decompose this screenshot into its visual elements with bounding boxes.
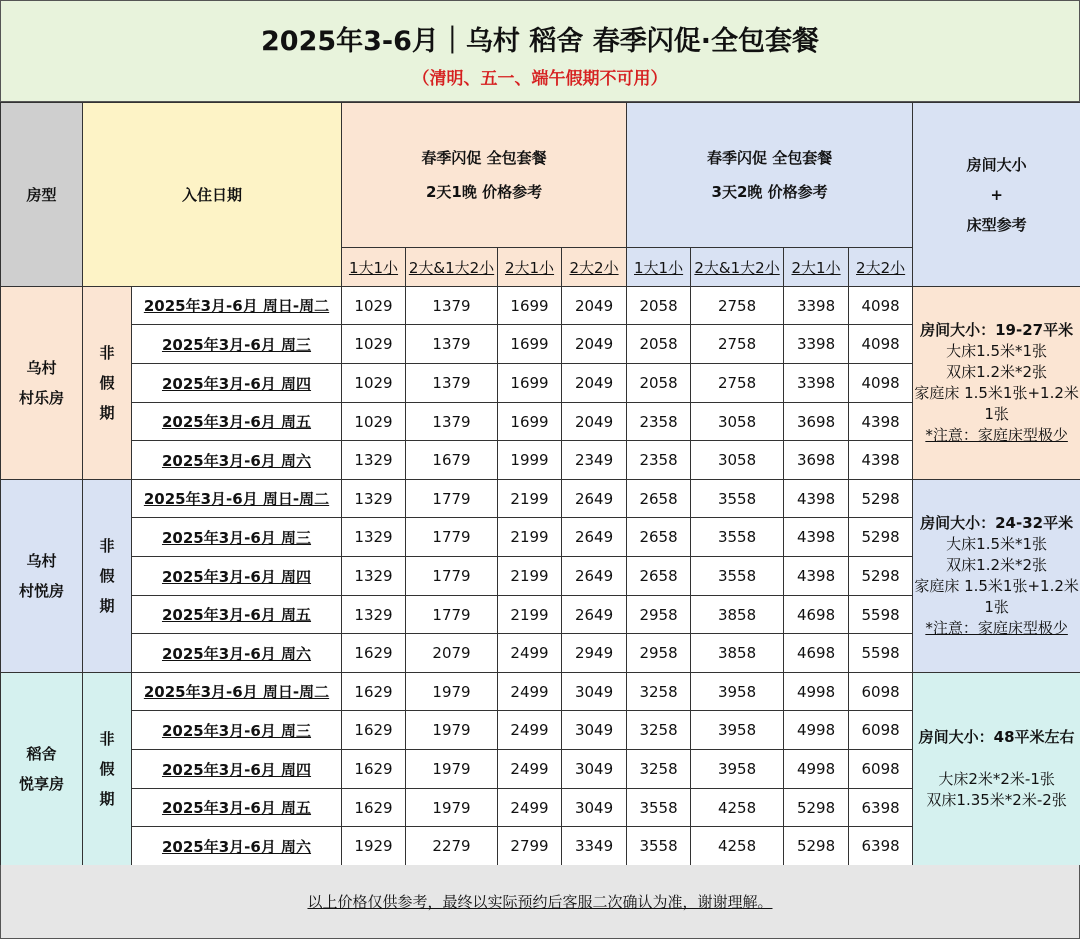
price-cell: 3858: [691, 596, 784, 634]
table-row: [1, 673, 1080, 711]
price-cell: 3958: [691, 711, 784, 750]
price-cell: 3258: [627, 711, 691, 750]
header-room-type: 房型: [1, 103, 83, 287]
price-cell: 5298: [849, 518, 913, 557]
price-cell: 2349: [562, 441, 627, 480]
price-cell: 1029: [342, 325, 406, 364]
price-cell: 1979: [406, 750, 498, 789]
date-cell: 2025年3月-6月 周三: [132, 518, 342, 557]
price-cell: 4098: [849, 364, 913, 403]
price-cell: 3349: [562, 827, 627, 866]
period-char: 期: [99, 404, 115, 422]
price-cell: 2758: [691, 287, 784, 325]
period-char: 非: [99, 730, 115, 748]
price-cell: 2649: [562, 557, 627, 596]
price-cell: 2499: [498, 673, 562, 711]
price-cell: 2949: [562, 634, 627, 673]
price-cell: 1329: [342, 480, 406, 518]
price-cell: 4398: [784, 518, 849, 557]
price-cell: 3049: [562, 673, 627, 711]
price-cell: 2958: [627, 634, 691, 673]
price-cell: 1979: [406, 673, 498, 711]
price-cell: 1779: [406, 480, 498, 518]
price-cell: 3958: [691, 673, 784, 711]
price-cell: 1379: [406, 287, 498, 325]
room-name-line: 乌村: [26, 552, 57, 570]
price-cell: 4258: [691, 827, 784, 866]
header-package-2d1n-line2: 2天1晚 价格参考: [425, 183, 543, 201]
period-char: 假: [99, 567, 115, 585]
header-room-size: [913, 103, 1080, 287]
price-cell: 1779: [406, 518, 498, 557]
price-cell: 2049: [562, 403, 627, 441]
room-type-cell: [1, 287, 83, 480]
price-cell: 1029: [342, 403, 406, 441]
price-cell: 2279: [406, 827, 498, 866]
price-cell: 3558: [627, 789, 691, 827]
room-type-cell: [1, 673, 83, 866]
price-cell: 2079: [406, 634, 498, 673]
date-cell: 2025年3月-6月 周五: [132, 403, 342, 441]
price-cell: 1379: [406, 325, 498, 364]
price-cell: 1029: [342, 364, 406, 403]
price-cell: 1929: [342, 827, 406, 866]
room-type-cell: [1, 480, 83, 673]
header-package-3d2n: [627, 103, 913, 248]
price-cell: 3558: [691, 480, 784, 518]
period-char: 假: [99, 374, 115, 392]
subheader-3d2n-col-1: 1大1小: [627, 248, 691, 287]
table-row: [1, 480, 1080, 518]
price-cell: 2499: [498, 711, 562, 750]
price-cell: 3049: [562, 711, 627, 750]
date-cell: 2025年3月-6月 周三: [132, 325, 342, 364]
price-cell: 1329: [342, 441, 406, 480]
room-size-cell: [913, 480, 1080, 673]
subheader-3d2n-col-4: 2大2小: [849, 248, 913, 287]
price-cell: 4398: [784, 557, 849, 596]
price-cell: 2758: [691, 325, 784, 364]
price-cell: 2499: [498, 634, 562, 673]
room-size-line: 家庭床 1.5米1张+1.2米1张: [914, 384, 1079, 423]
header-checkin-date: 入住日期: [83, 103, 342, 287]
price-cell: 3858: [691, 634, 784, 673]
price-cell: 2649: [562, 480, 627, 518]
price-cell: 6098: [849, 711, 913, 750]
price-cell: 1629: [342, 673, 406, 711]
price-cell: 2358: [627, 441, 691, 480]
price-cell: 2058: [627, 325, 691, 364]
price-cell: 2658: [627, 480, 691, 518]
price-cell: 3558: [691, 518, 784, 557]
subheader-3d2n-col-2: 2大&1大2小: [691, 248, 784, 287]
room-name-line: 乌村: [26, 359, 57, 377]
price-cell: 2049: [562, 364, 627, 403]
footer-text: 以上价格仅供参考，最终以实际预约后客服二次确认为准，谢谢理解。: [307, 893, 773, 911]
subheader-3d2n-col-3: 2大1小: [784, 248, 849, 287]
date-cell: 2025年3月-6月 周四: [132, 364, 342, 403]
date-cell: 2025年3月-6月 周四: [132, 557, 342, 596]
price-cell: 5298: [849, 557, 913, 596]
price-cell: 1629: [342, 711, 406, 750]
price-cell: 2958: [627, 596, 691, 634]
room-size-line: 双床1.2米*2张: [946, 363, 1048, 381]
price-cell: 4398: [784, 480, 849, 518]
price-cell: 4698: [784, 634, 849, 673]
room-size-line: 房间大小：48平米左右: [918, 728, 1075, 746]
price-cell: 4098: [849, 325, 913, 364]
room-size-line: 房间大小：24-32平米: [920, 514, 1074, 532]
date-cell: 2025年3月-6月 周日-周二: [132, 480, 342, 518]
price-cell: 3258: [627, 750, 691, 789]
price-cell: 1999: [498, 441, 562, 480]
price-cell: 2799: [498, 827, 562, 866]
price-cell: 3049: [562, 789, 627, 827]
header-room-size-line1: 房间大小: [966, 155, 1027, 174]
period-cell: [83, 287, 132, 480]
price-cell: 2058: [627, 364, 691, 403]
room-name-line: 村悦房: [18, 582, 64, 600]
header-package-2d1n-line1: 春季闪促 全包套餐: [421, 149, 547, 167]
price-cell: 2199: [498, 557, 562, 596]
price-cell: 1699: [498, 403, 562, 441]
subheader-2d1n-col-4: 2大2小: [562, 248, 627, 287]
price-cell: 5298: [849, 480, 913, 518]
date-cell: 2025年3月-6月 周六: [132, 441, 342, 480]
price-cell: 2658: [627, 518, 691, 557]
date-cell: 2025年3月-6月 周四: [132, 750, 342, 789]
price-cell: 1629: [342, 750, 406, 789]
price-cell: 1029: [342, 287, 406, 325]
page-title: 2025年3-6月｜乌村 稻舍 春季闪促·全包套餐: [261, 26, 819, 57]
price-cell: 1699: [498, 364, 562, 403]
room-size-line: 双床1.2米*2张: [946, 556, 1048, 574]
price-cell: 3058: [691, 441, 784, 480]
subheader-2d1n-col-1: 1大1小: [342, 248, 406, 287]
header-room-size-line3: 床型参考: [966, 215, 1027, 234]
room-size-cell: [913, 673, 1080, 866]
subheader-2d1n-col-3: 2大1小: [498, 248, 562, 287]
price-cell: 2758: [691, 364, 784, 403]
room-size-line: *注意：家庭床型极少: [925, 426, 1068, 444]
date-cell: 2025年3月-6月 周六: [132, 827, 342, 866]
price-cell: 1779: [406, 557, 498, 596]
price-cell: 3698: [784, 441, 849, 480]
room-name-line: 村乐房: [18, 389, 64, 407]
title-band: [0, 0, 1080, 102]
price-cell: 6098: [849, 750, 913, 789]
price-cell: 1329: [342, 518, 406, 557]
room-size-cell: [913, 287, 1080, 480]
period-cell: [83, 673, 132, 866]
room-size-line: 大床2米*2米-1张: [938, 770, 1055, 788]
price-cell: 4398: [849, 441, 913, 480]
header-package-3d2n-line2: 3天2晚 价格参考: [711, 183, 828, 201]
price-cell: 5298: [784, 827, 849, 866]
price-cell: 5298: [784, 789, 849, 827]
header-package-3d2n-line1: 春季闪促 全包套餐: [706, 149, 833, 167]
price-cell: 5598: [849, 634, 913, 673]
date-cell: 2025年3月-6月 周日-周二: [132, 287, 342, 325]
period-char: 非: [99, 537, 115, 555]
period-char: 期: [99, 597, 115, 615]
period-cell: [83, 480, 132, 673]
price-cell: 1679: [406, 441, 498, 480]
table-row: [1, 287, 1080, 325]
price-cell: 1629: [342, 789, 406, 827]
room-name-line: 稻舍: [26, 745, 57, 763]
price-cell: 2499: [498, 750, 562, 789]
price-cell: 1779: [406, 596, 498, 634]
price-cell: 4098: [849, 287, 913, 325]
date-cell: 2025年3月-6月 周五: [132, 596, 342, 634]
price-table: [0, 102, 1080, 866]
price-cell: 4698: [784, 596, 849, 634]
price-cell: 3049: [562, 750, 627, 789]
room-size-line: 双床1.35米*2米-2张: [926, 791, 1067, 809]
price-cell: 1329: [342, 557, 406, 596]
room-size-line: *注意：家庭床型极少: [925, 619, 1068, 637]
price-cell: 5598: [849, 596, 913, 634]
room-size-line: 家庭床 1.5米1张+1.2米1张: [914, 577, 1079, 616]
room-size-line: 房间大小：19-27平米: [920, 321, 1074, 339]
header-package-2d1n: [342, 103, 627, 248]
price-cell: 2649: [562, 518, 627, 557]
header-room-size-line2: +: [990, 185, 1003, 204]
price-cell: 1699: [498, 287, 562, 325]
price-cell: 6398: [849, 827, 913, 866]
price-cell: 2358: [627, 403, 691, 441]
period-char: 非: [99, 344, 115, 362]
price-cell: 1379: [406, 403, 498, 441]
price-cell: 3258: [627, 673, 691, 711]
price-cell: 3398: [784, 325, 849, 364]
price-cell: 2049: [562, 325, 627, 364]
price-cell: 3558: [691, 557, 784, 596]
room-size-line: 大床1.5米*1张: [946, 342, 1048, 360]
price-cell: 3058: [691, 403, 784, 441]
price-cell: 4998: [784, 750, 849, 789]
price-cell: 1379: [406, 364, 498, 403]
price-cell: 4398: [849, 403, 913, 441]
price-cell: 3958: [691, 750, 784, 789]
room-size-line: 大床1.5米*1张: [946, 535, 1048, 553]
price-cell: 1699: [498, 325, 562, 364]
date-cell: 2025年3月-6月 周六: [132, 634, 342, 673]
date-cell: 2025年3月-6月 周五: [132, 789, 342, 827]
price-cell: 3398: [784, 364, 849, 403]
price-cell: 1629: [342, 634, 406, 673]
price-cell: 3398: [784, 287, 849, 325]
price-cell: 1979: [406, 789, 498, 827]
footer-note: [0, 865, 1080, 939]
room-size-line: [913, 748, 1080, 769]
price-cell: 2199: [498, 480, 562, 518]
price-cell: 4258: [691, 789, 784, 827]
price-cell: 4998: [784, 711, 849, 750]
price-cell: 2049: [562, 287, 627, 325]
price-cell: 1979: [406, 711, 498, 750]
price-cell: 6398: [849, 789, 913, 827]
price-cell: 4998: [784, 673, 849, 711]
date-cell: 2025年3月-6月 周三: [132, 711, 342, 750]
price-cell: 2199: [498, 596, 562, 634]
price-cell: 6098: [849, 673, 913, 711]
period-char: 假: [99, 760, 115, 778]
price-cell: 1329: [342, 596, 406, 634]
price-cell: 2658: [627, 557, 691, 596]
price-cell: 3558: [627, 827, 691, 866]
price-cell: 2649: [562, 596, 627, 634]
price-cell: 2058: [627, 287, 691, 325]
subheader-2d1n-col-2: 2大&1大2小: [406, 248, 498, 287]
price-cell: 2199: [498, 518, 562, 557]
date-cell: 2025年3月-6月 周日-周二: [132, 673, 342, 711]
price-cell: 2499: [498, 789, 562, 827]
period-char: 期: [99, 790, 115, 808]
price-cell: 3698: [784, 403, 849, 441]
holiday-notice: （清明、五一、端午假期不可用）: [412, 69, 668, 89]
room-name-line: 悦享房: [18, 775, 64, 793]
